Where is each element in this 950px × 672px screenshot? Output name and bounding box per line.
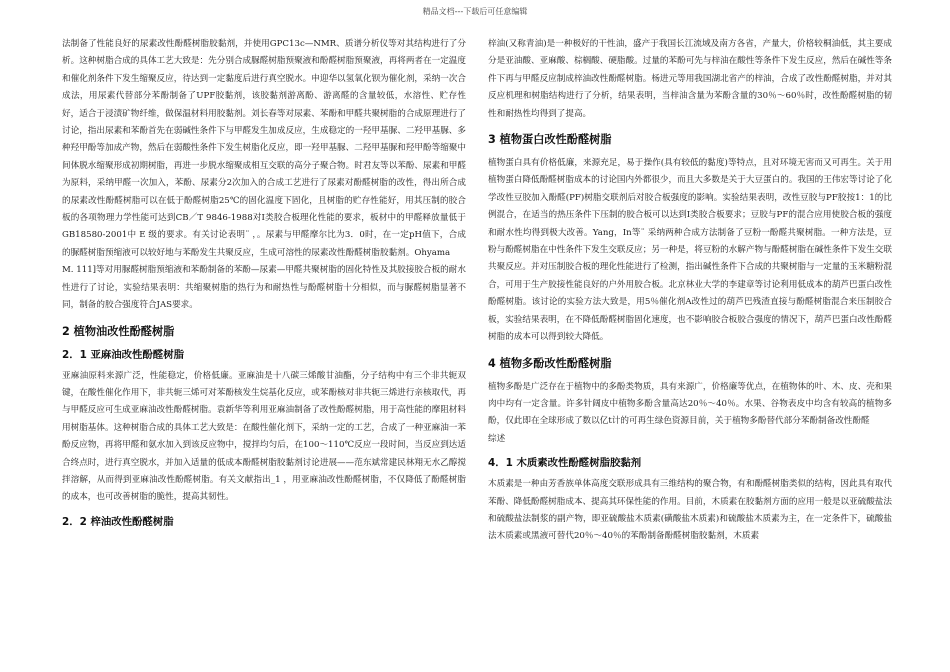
subsection-heading: 2．1 亚麻油改性酚醛树脂 [62, 348, 184, 361]
paragraph: 亚麻油原料来源广泛，性能稳定，价格低廉。亚麻油是十八碳三烯酸甘油酯，分子结构中有三个非共轭双键，在酸性催化作用下，非共轭三烯可对苯酚核发生烷基化反应，或苯酚核对非共轭三烯进行亲核取代，再与甲醛反应可生成亚麻油改性酚醛树脂。袁新华等利用亚麻油制备了改性酚醛树脂，用于高性能的摩阻材料用树脂基体。这种树脂合成的具体工艺大致是：在酸性催化剂下，采纳一定的工艺，合成了一种亚麻油一苯酚反应物，再将甲醛和氨水加入到该反应物中，搅拌均匀后，在100～110℃反应一段时间，当反应到达适合终点时，进行真空脱水，并加入适量的低成本酚醛树脂胶黏剂讨论进展——范东斌常建民林翔无水乙醇搅拌溶解，从而得到亚麻油改性酚醛树脂。有关文献指出_1 ，用亚麻油改性酚醛树脂，不仅降低了酚醛树脂的成本，也可改善树脂的脆性，提高其韧性。 [62, 370, 466, 503]
subsection-heading: 2．2 梓油改性酚醛树脂 [62, 515, 174, 528]
paragraph: 法制备了性能良好的尿素改性酚醛树脂胶黏剂，并使用GPC13c—NMR、质谱分析仪等对其结构进行了分析。这种树脂合成的具体工艺大致是：先分别合成脲醛树脂预聚液和酚醛树脂预聚液，再将两者在一定温度和催化剂条件下发生缩聚反应，待达到一定黏度后进行真空脱水。申迎华以氢氧化钡为催化剂，采纳一次合成法，用尿素代替部分苯酚制备了UPF胶黏剂，该胶黏剂游离酚、游离醛的含量较低，水溶性、贮存性好，适合于浸渍矿物纤维，做保温材料用胶黏剂。刘长春等对尿素、苯酚和甲醛共聚树脂的合成原理进行了讨论，指出尿素和苯酚首先在弱碱性条件下与甲醛发生加成反应，生成稳定的一羟甲基脲、二羟甲基脲、多种羟甲酚等加成产物，然后在弱酸性条件下发生树脂化反应，即一羟甲基脲、二羟甲基脲和羟甲酚等缩聚中间体脱水缩聚形成初期树脂，再进一步脱水缩聚成相互交联的高分子聚合物。时君友等以苯酚、尿素和甲醛为原料，采纳甲醛一次加入，苯酚、尿素分2次加入的合成工艺进行了尿素对酚醛树脂的改性，得出所合成的尿素改性酚醛树脂可以在低于酚醛树脂25℃的固化温度下固化，且树脂的贮存性能好，用其压制的胶合板的各项物理力学性能可达到CB／T 9846-1988对I类胶合板理化性能的要求，板材中的甲醛释放量低于GB18580-2001中 E 级的要求。有关讨论表明¨ ，。尿素与甲醛摩尔比为3．0时，在一定pH值下，合成的脲醛树脂预缩液可以较好地与苯酚发生共聚反应，生成可溶性的尿素改性酚醛树脂胶黏剂。Ohyama [62, 39, 466, 258]
page-header: 精品文档---下载后可任意编辑 [422, 7, 528, 16]
paragraph: M. 111]等对用脲醛树脂预缩液和苯酚制备的苯酚—尿素—甲醛共聚树脂的固化特性及其胶接胶合板的耐水性进行了讨论，实验结果表明：共缩聚树脂的热行为和耐热性与酚醛树脂十分相似，而与脲醛树脂显著不同，制备的胶合强度符合JAS要求。 [62, 265, 466, 311]
paragraph: 梓油(又称青油)是一种极好的干性油，盛产于我国长江流域及南方各省，产量大，价格较桐油低，其主要成分是亚油酸、亚麻酸、棕榈酸、硬脂酸。过量的苯酚可先与梓油在酸性等条件下发生反应，然后在碱性等条件下再与甲醛反应制成梓油改性酚醛树脂。杨进元等用我国湖北省产的梓油，合成了改性酚醛树脂，并对其反应机理和树脂结构进行了分析，结果表明，当梓油含量为苯酚含量的30％～60％时，改性酚醛树脂的韧性和耐热性均得到了提高。 [488, 39, 892, 119]
right-column [488, 36, 892, 546]
left-column [62, 36, 466, 535]
section-heading: 2 植物油改性酚醛树脂 [62, 324, 175, 338]
section-heading: 3 植物蛋白改性酚醛树脂 [488, 133, 612, 147]
subsection-heading: 4．1 木质素改性酚醛树脂胶黏剂 [488, 457, 642, 470]
paragraph: 植物蛋白具有价格低廉，来源充足，易于操作(具有较低的黏度)等特点，且对环境无害而又可再生。关于用植物蛋白降低酚醛树脂成本的讨论国内外都很少，而且大多数是关于大豆蛋白的。我国的王伟宏等讨论了化学改性豆胶加入酚醛(PF)树脂交联剂后对胶合板强度的影响。实验结果表明，改性豆胶与PF胶按1：1的比例混合，在适当的热压条件下压制的胶合板可以达到I类胶合板要求；豆胶与PF的混合应用使胶合板的强度和耐水性均得到极大改善。Yang，In等¨ 采纳两种合成方法制备了豆粉一酚醛共聚树脂。一种方法是，豆粉与酚醛树脂在中性条件下发生交联反应；另一种是，将豆粉的水解产物与酚醛树脂在碱性条件下发生交联共聚反应。并对压制胶合板的理化性能进行了检测，指出碱性条件下合成的共聚树脂与一定量的玉米糖粉混合，可用于生产胶接性能良好的户外用胶合板。北京林业大学的李建章等讨论利用低成本的葫芦巴蛋白改性酚醛树脂。该讨论的实验方法大致是，用5％催化剂A改性过的葫芦巴残渣直接与酚醛树脂混合来压制胶合板，实验结果表明，在不降低酚醛树脂固化速度，也不影响胶合板胶合强度的情况下，葫芦巴蛋白改性酚醛树脂的成本可以得到较大降低。 [488, 158, 892, 343]
paragraph: 植物多酚是广泛存在于植物中的多酚类物质，具有来源广，价格廉等优点，在植物体的叶、木、皮、壳和果肉中均有一定含量。许多针阔皮中植物多酚含量高达20％～40％。水果、谷物表皮中均含有较高的植物多酚，仅此即在全球形成了数以亿t计的可再生绿色资源目前，关于植物多酚替代部分苯酚制备改性酚醛 [488, 381, 892, 427]
paragraph: 木质素是一种由芳香族单体高度交联形成具有三维结构的聚合物，有和酚醛树脂类似的结构，因此具有取代苯酚、降低酚醛树脂成本、提高其环保性能的作用。目前，木质素在胶黏剂方面的应用一般是以亚硫酸盐法和硫酸盐法制浆的副产物，即亚硫酸盐木质素(磺酸盐木质素)和硫酸盐木质素为主，在一定条件下，硫酸盐法木质素或黑液可替代20％～40％的苯酚制备酚醛树脂胶黏剂，木质素 [488, 479, 892, 542]
section-label: 综述 [488, 433, 506, 444]
section-heading: 4 植物多酚改性酚醛树脂 [488, 356, 612, 370]
